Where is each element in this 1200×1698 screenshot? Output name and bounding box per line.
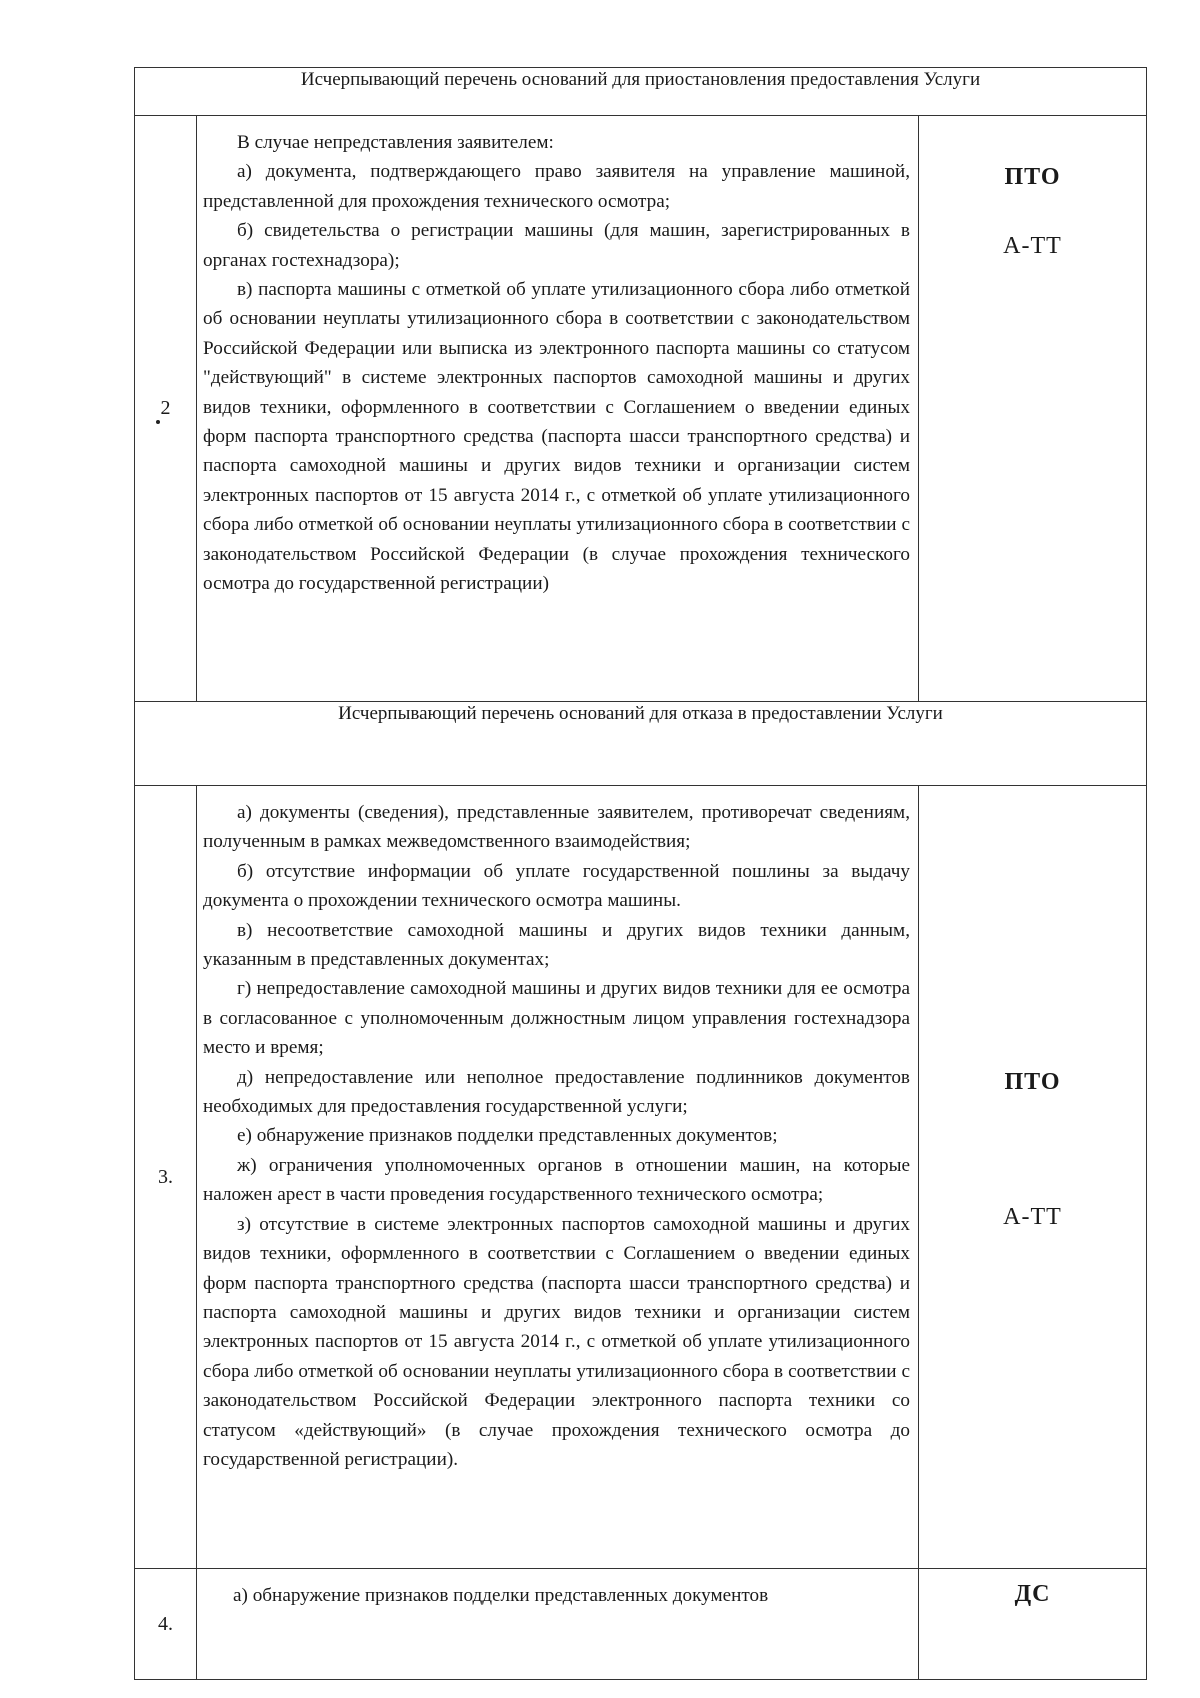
row-number: 4. [135, 1569, 197, 1680]
row-number: 2 [135, 116, 197, 702]
paragraph: б) свидетельства о регистрации машины (для машин, зарегистрированных в органах гостехнадзора); [203, 220, 910, 271]
paragraph: е) обнаружение признаков подделки представленных документов; [237, 1125, 778, 1147]
paragraph: в) паспорта машины с отметкой об уплате утилизационного сбора либо отметкой об основании неуплаты утилизационного сбора в соответствии с законодательством Российской Федерации или выписка из электронного паспорта машины со статусом "действующий" в системе электронных паспортов самоходной машины и других видов техники, оформленного в соответствии с Соглашением о введении единых форм паспорта транспортного средства (паспорта шасси транспортного средства) и паспорта самоходной машины и других видов техники и организации систем электронных паспортов от 15 августа 2014 г., с отметкой об уплате утилизационного сбора либо отметкой об основании неуплаты утилизационного сбора в соответствии с законодательством Российской Федерации (в случае прохождения технического осмотра до государственной регистрации) [203, 279, 910, 595]
grounds-table [134, 67, 1147, 1680]
table-row [135, 1569, 1147, 1680]
code-label: ПТО [1004, 1069, 1061, 1095]
table-row [135, 786, 1147, 1569]
section-header-row [135, 68, 1147, 116]
paragraph: В случае непредставления заявителем: [237, 132, 554, 153]
paragraph: г) непредоставление самоходной машины и других видов техники для ее осмотра в согласованное с уполномоченным должностным лицом управления гостехнадзора место и время; [203, 978, 910, 1059]
refusal-section-header: Исчерпывающий перечень оснований для отказа в предоставлении Услуги [135, 702, 1147, 786]
paragraph: ж) ограничения уполномоченных органов в отношении машин, на которые наложен арест в части проведения государственного технического осмотра; [203, 1154, 910, 1206]
row-codes [919, 116, 1147, 702]
row-text [197, 116, 919, 702]
row-codes [919, 786, 1147, 1569]
paragraph: а) обнаружение признаков подделки представленных документов [233, 1585, 769, 1606]
code-label: А-ТТ [1003, 233, 1062, 259]
code-label: ДС [1014, 1581, 1051, 1607]
table-row [135, 116, 1147, 702]
code-label: ПТО [1004, 164, 1061, 190]
paragraph: а) документа, подтверждающего право заявителя на управление машиной, представленной для прохождения технического осмотра; [203, 161, 910, 212]
code-label: А-ТТ [1003, 1204, 1062, 1230]
row-number: 3. [135, 786, 197, 1569]
row-codes [919, 1569, 1147, 1680]
paragraph: а) документы (сведения), представленные заявителем, противоречат сведениям, полученным в рамках межведомственного взаимодействия; [203, 802, 910, 853]
paragraph: в) несоответствие самоходной машины и других видов техники данным, указанным в представленных документах; [203, 919, 910, 971]
row-text [197, 786, 919, 1569]
suspension-section-header: Исчерпывающий перечень оснований для приостановления предоставления Услуги [135, 68, 1147, 116]
paragraph: з) отсутствие в системе электронных паспортов самоходной машины и других видов техники, оформленного в соответствии с Соглашением о введении единых форм паспорта транспортного средства (паспорта шасси транспортного средства) и паспорта самоходной машины и других видов техники и организации систем электронных паспортов от 15 августа 2014 г., с отметкой об уплате утилизационного сбора либо отметкой об основании неуплаты утилизационного сбора в соответствии с законодательством Российской Федерации электронного паспорта техники со статусом «действующий» (в случае прохождения технического осмотра до государственной регистрации). [203, 1213, 910, 1470]
paragraph: д) непредоставление или неполное предоставление подлинников документов необходимых для предоставления государственной услуги; [203, 1066, 910, 1118]
paragraph: б) отсутствие информации об уплате государственной пошлины за выдачу документа о прохождении технического осмотра машины. [203, 860, 910, 912]
row-text [197, 1569, 919, 1680]
section-header-row [135, 702, 1147, 786]
